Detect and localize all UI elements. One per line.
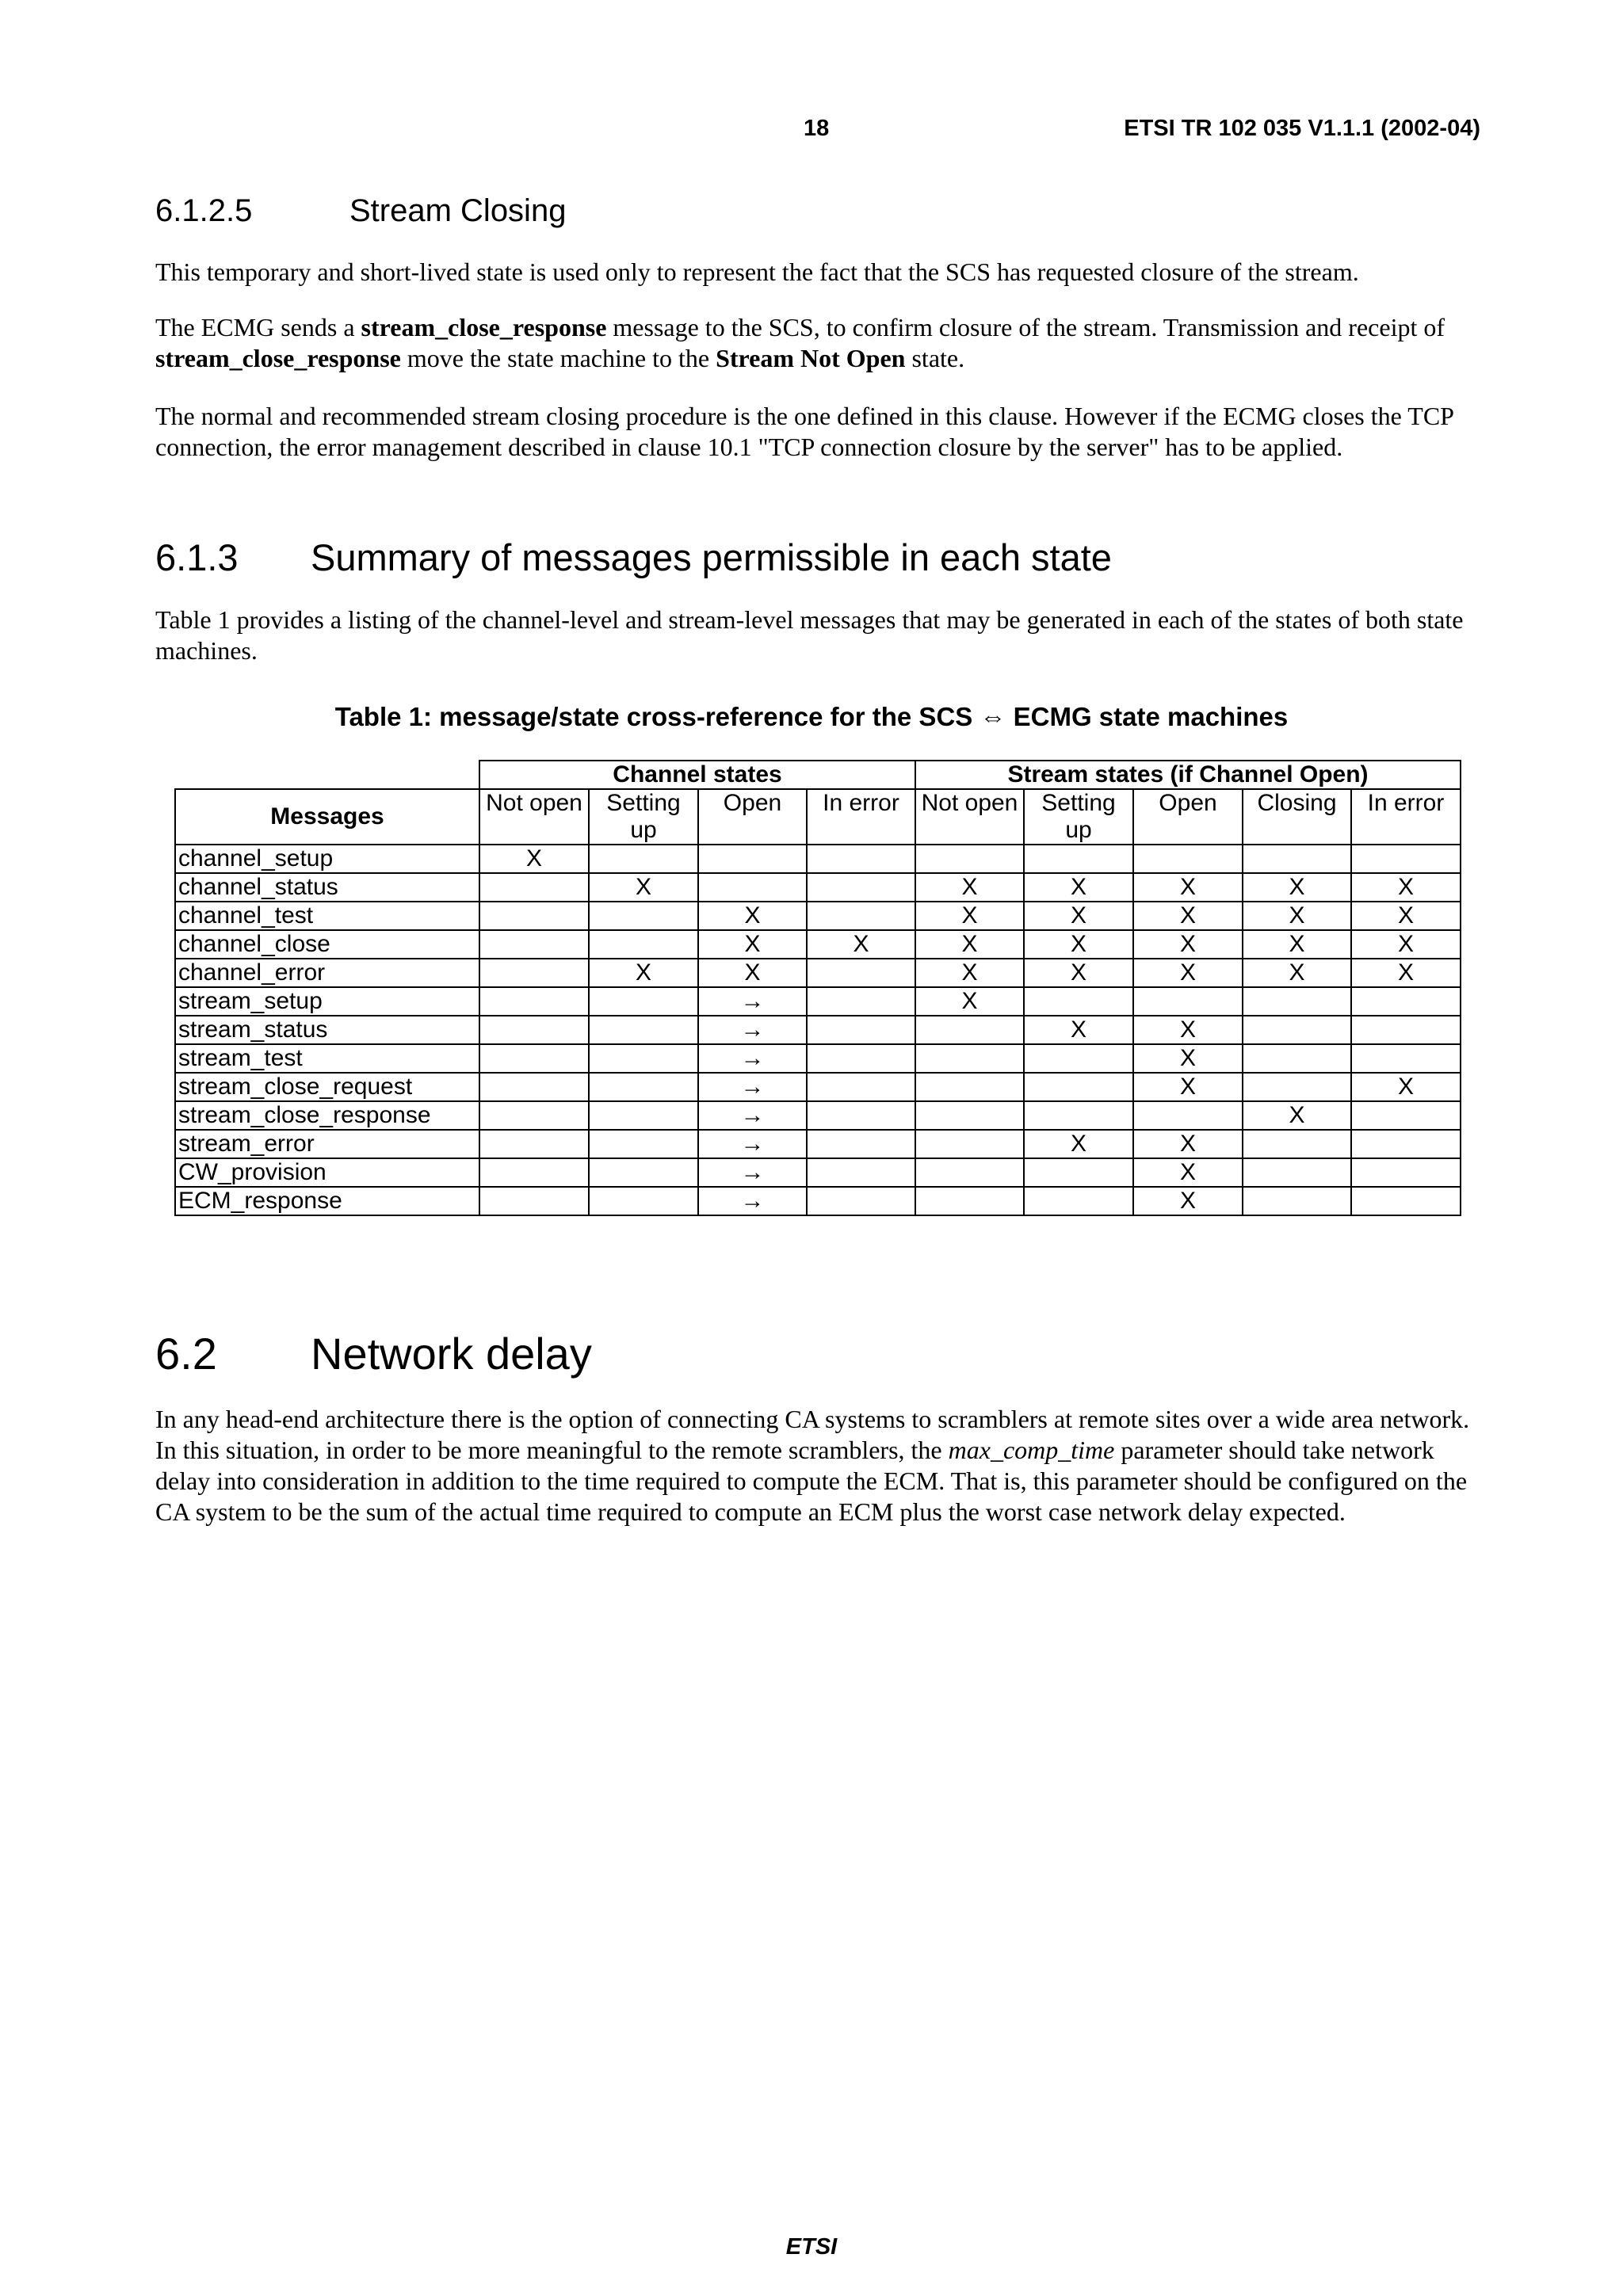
message-cell: ECM_response [175, 1187, 479, 1215]
table-row [175, 1130, 1461, 1158]
state-cell [1351, 1016, 1461, 1044]
state-cell [479, 1044, 589, 1073]
section-title: Summary of messages permissible in each state [311, 536, 1112, 578]
state-cell: X [1024, 930, 1133, 959]
section-heading-6-1-2-5 [155, 193, 1423, 233]
state-cell [589, 1130, 698, 1158]
state-cell [589, 1044, 698, 1073]
column-header: Not open [479, 789, 589, 845]
state-cell [1243, 1044, 1351, 1073]
message-state-table [174, 760, 1461, 1216]
state-cell: X [1243, 873, 1351, 902]
state-cell [1024, 1187, 1133, 1215]
column-header: Not open [915, 789, 1024, 845]
column-header: In error [1351, 789, 1461, 845]
state-cell: X [915, 930, 1024, 959]
paragraph: Table 1 provides a listing of the channel-level and stream-level messages that may be generated in each of the states of both state machines. [155, 605, 1464, 665]
column-header: Open [698, 789, 807, 845]
message-cell: stream_error [175, 1130, 479, 1158]
table-row [175, 1101, 1461, 1130]
state-cell [807, 873, 915, 902]
table-row [175, 902, 1461, 930]
state-cell: X [698, 930, 807, 959]
state-cell: → [698, 987, 807, 1016]
document-id: ETSI TR 102 035 V1.1.1 (2002-04) [1124, 116, 1480, 141]
column-header: Setting up [1024, 789, 1133, 845]
table-row [175, 987, 1461, 1016]
message-cell: channel_test [175, 902, 479, 930]
state-cell: X [1243, 1101, 1351, 1130]
text-run: parameter should take network delay into consideration in addition to the time required to compute the ECM. That is, this parameter should be configured on the CA system to be the sum of the actual time required to compute an ECM plus the worst case network delay expected. [155, 1436, 1468, 1526]
section-title: Network delay [311, 1329, 592, 1379]
state-cell: X [1133, 1130, 1243, 1158]
state-cell [479, 1187, 589, 1215]
message-cell: stream_close_response [175, 1101, 479, 1130]
state-cell: X [1024, 959, 1133, 987]
state-cell [1243, 1158, 1351, 1187]
state-cell [1351, 1158, 1461, 1187]
state-cell [1351, 1044, 1461, 1073]
state-cell: X [1024, 902, 1133, 930]
state-cell [807, 1044, 915, 1073]
state-cell: X [1243, 902, 1351, 930]
footer-etsi: ETSI [785, 2234, 838, 2260]
state-cell [1351, 1187, 1461, 1215]
state-cell [915, 1016, 1024, 1044]
state-cell [1243, 1073, 1351, 1101]
messages-header: Messages [175, 789, 479, 845]
state-cell [807, 1101, 915, 1130]
message-cell: stream_setup [175, 987, 479, 1016]
paragraph: The normal and recommended stream closing procedure is the one defined in this clause. However if the ECMG closes the TCP connection, the error management described in clause 10.1 "TCP connection closure by the server" has to be applied. [155, 402, 1453, 461]
state-cell: X [1351, 1073, 1461, 1101]
state-cell: → [698, 1044, 807, 1073]
state-cell [589, 1187, 698, 1215]
state-cell [807, 1073, 915, 1101]
state-cell: X [1133, 873, 1243, 902]
blank-cell [175, 761, 479, 789]
state-cell: X [1133, 1044, 1243, 1073]
state-cell [1024, 1101, 1133, 1130]
state-cell: X [1351, 959, 1461, 987]
text-run: The ECMG sends a [155, 313, 361, 341]
state-cell: X [589, 959, 698, 987]
state-cell: X [1133, 930, 1243, 959]
state-cell [479, 1130, 589, 1158]
state-cell [807, 959, 915, 987]
state-cell [1243, 987, 1351, 1016]
state-cell [1133, 845, 1243, 873]
text-run: In any head-end architecture there is the option of connecting CA systems to scramblers at remote sites over a wide area network. In this situation, in order to be more meaningful to the remote scramblers, the [155, 1405, 1470, 1464]
state-cell [1351, 1130, 1461, 1158]
table-row [175, 930, 1461, 959]
state-cell [589, 902, 698, 930]
column-header: In error [807, 789, 915, 845]
state-cell [807, 1130, 915, 1158]
state-cell [589, 1158, 698, 1187]
state-cell [915, 845, 1024, 873]
table-title: Table 1: message/state cross-reference for the SCS ⇔ ECMG state machines [334, 702, 1289, 731]
state-cell [1024, 1073, 1133, 1101]
state-cell [479, 930, 589, 959]
state-name: Stream Not Open [716, 344, 906, 372]
state-cell [1351, 987, 1461, 1016]
state-cell: X [1024, 1016, 1133, 1044]
state-cell: X [1351, 930, 1461, 959]
state-cell: X [1024, 873, 1133, 902]
state-cell: X [1243, 930, 1351, 959]
state-cell: X [1243, 959, 1351, 987]
section-number: 6.1.3 [155, 536, 239, 578]
state-cell [807, 902, 915, 930]
paragraph [155, 1404, 1479, 1527]
section-number: 6.1.2.5 [155, 193, 253, 228]
state-cell [1243, 1130, 1351, 1158]
state-cell [479, 987, 589, 1016]
table-row [175, 1187, 1461, 1215]
text-run: state. [905, 344, 965, 372]
state-cell [1024, 1044, 1133, 1073]
column-header: Open [1133, 789, 1243, 845]
page-number: 18 [804, 116, 830, 141]
paragraph: This temporary and short-lived state is used only to represent the fact that the SCS has requested closure of the stream. [155, 257, 1359, 286]
column-header: Setting up [589, 789, 698, 845]
state-cell [589, 930, 698, 959]
state-cell [807, 1016, 915, 1044]
stream-states-header: Stream states (if Channel Open) [915, 761, 1461, 789]
state-cell: → [698, 1187, 807, 1215]
message-cell: channel_setup [175, 845, 479, 873]
state-cell [915, 1158, 1024, 1187]
state-cell [1133, 1101, 1243, 1130]
section-heading-6-2 [155, 1328, 1423, 1383]
state-cell: X [479, 845, 589, 873]
message-cell: stream_close_request [175, 1073, 479, 1101]
state-cell [589, 987, 698, 1016]
state-cell [479, 1016, 589, 1044]
table-row [175, 873, 1461, 902]
state-cell [479, 1158, 589, 1187]
state-cell: X [915, 873, 1024, 902]
message-cell: stream_status [175, 1016, 479, 1044]
state-cell [1243, 1016, 1351, 1044]
state-cell [589, 1101, 698, 1130]
state-cell: X [1133, 902, 1243, 930]
state-cell: X [589, 873, 698, 902]
table-row [175, 1073, 1461, 1101]
state-cell [807, 987, 915, 1016]
message-cell: stream_test [175, 1044, 479, 1073]
paragraph [155, 312, 1479, 374]
text-run: message to the SCS, to confirm closure of the stream. Transmission and receipt of [606, 313, 1445, 341]
table-row [175, 1158, 1461, 1187]
state-cell: X [1133, 1016, 1243, 1044]
state-cell [1024, 845, 1133, 873]
state-cell: X [915, 959, 1024, 987]
state-cell [698, 845, 807, 873]
state-cell: X [807, 930, 915, 959]
state-cell [589, 1073, 698, 1101]
message-name: stream_close_response [361, 313, 607, 341]
state-cell [479, 1101, 589, 1130]
state-cell [807, 1158, 915, 1187]
table-row [175, 1044, 1461, 1073]
table-row [175, 959, 1461, 987]
state-cell: X [1133, 959, 1243, 987]
section-number: 6.2 [155, 1329, 217, 1379]
state-cell [479, 873, 589, 902]
state-cell: → [698, 1073, 807, 1101]
channel-states-header: Channel states [479, 761, 915, 789]
state-cell: X [1133, 1073, 1243, 1101]
parameter-name: max_comp_time [948, 1436, 1115, 1464]
state-cell [915, 1073, 1024, 1101]
state-cell: X [1351, 873, 1461, 902]
state-cell: X [1351, 902, 1461, 930]
state-cell [1024, 1158, 1133, 1187]
state-cell [1351, 845, 1461, 873]
state-cell: X [698, 959, 807, 987]
state-cell: X [698, 902, 807, 930]
state-cell [1351, 1101, 1461, 1130]
state-cell: X [1133, 1158, 1243, 1187]
text-run: move the state machine to the [400, 344, 716, 372]
state-cell [1133, 987, 1243, 1016]
state-cell [479, 1073, 589, 1101]
table-row [175, 845, 1461, 873]
section-title: Stream Closing [349, 193, 567, 228]
message-cell: CW_provision [175, 1158, 479, 1187]
message-name: stream_close_response [155, 344, 401, 372]
message-cell: channel_status [175, 873, 479, 902]
state-cell [479, 959, 589, 987]
state-cell [1243, 1187, 1351, 1215]
state-cell: X [1024, 1130, 1133, 1158]
message-cell: channel_close [175, 930, 479, 959]
state-cell [479, 902, 589, 930]
state-cell: → [698, 1130, 807, 1158]
state-cell: X [1133, 1187, 1243, 1215]
section-heading-6-1-3 [155, 536, 1423, 583]
state-cell [807, 845, 915, 873]
state-cell [589, 1016, 698, 1044]
state-cell: → [698, 1158, 807, 1187]
state-cell [807, 1187, 915, 1215]
state-cell [1024, 987, 1133, 1016]
state-cell [698, 873, 807, 902]
column-header: Closing [1243, 789, 1351, 845]
state-cell [915, 1044, 1024, 1073]
state-cell: → [698, 1101, 807, 1130]
state-cell [589, 845, 698, 873]
message-cell: channel_error [175, 959, 479, 987]
state-cell: X [915, 902, 1024, 930]
state-cell: → [698, 1016, 807, 1044]
state-cell [915, 1187, 1024, 1215]
state-cell: X [915, 987, 1024, 1016]
state-cell [915, 1130, 1024, 1158]
table-row [175, 1016, 1461, 1044]
state-cell [915, 1101, 1024, 1130]
state-cell [1243, 845, 1351, 873]
